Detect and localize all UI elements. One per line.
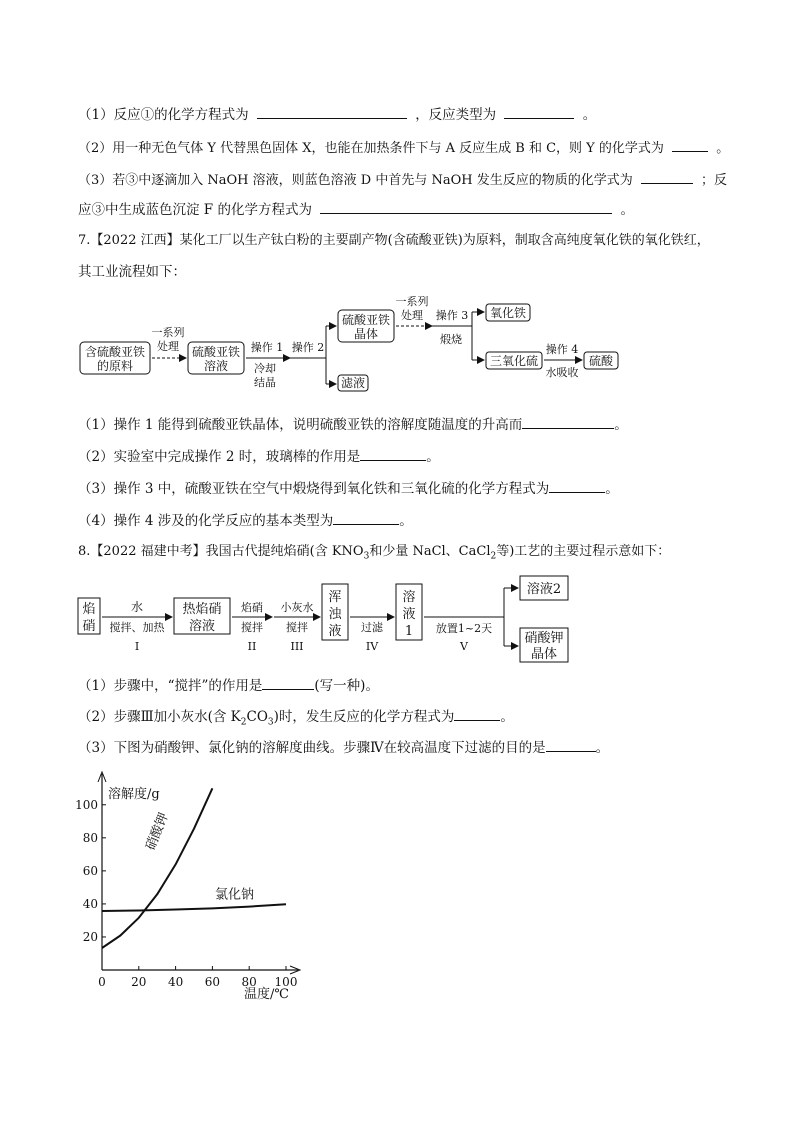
q7-part2: （2）实验室中完成操作 2 时，玻璃棒的作用是 。 — [78, 446, 440, 467]
answer-blank[interactable] — [504, 104, 574, 119]
answer-blank[interactable] — [454, 706, 500, 721]
q6-part3: （3）若③中逐滴加入 NaOH 溶液，则蓝色溶液 D 中首先与 NaOH 发生反应的物质的化学式为 ；反 — [78, 169, 727, 191]
solubility-chart — [70, 770, 320, 1005]
flow-box-saltpeter-line2: 硝 — [82, 619, 96, 634]
flow-box-hot-solution-line1: 热焰硝 — [182, 602, 222, 617]
flow-box-kno3-line2: 晶体 — [530, 647, 558, 662]
q8-header: 8.【2022 福建中考】我国古代提纯焰硝(含 $KNO_3$和少量 NaCl、CaCl$_2$等)工艺的主要过程示意如下： — [78, 544, 671, 562]
flow-w1b: 搅拌、加热 — [109, 621, 165, 634]
flow-box-saltpeter-line1: 焰 — [82, 602, 96, 617]
flow-r1: I — [134, 640, 140, 653]
q8-part2: （2）步骤Ⅲ加小灰水(含 $K_2CO_3$)时，发生反应的化学方程式为 。 — [78, 706, 514, 733]
series-label-kno3: 硝酸钾 — [143, 810, 172, 853]
flow-r5: V — [460, 640, 468, 653]
flow-arrow3-label1: 一系列 — [395, 296, 429, 308]
answer-blank[interactable] — [333, 510, 399, 525]
flow-box-raw-material-line1: 含硫酸亚铁 — [84, 345, 146, 359]
flow-box-solution1-line3: 1 — [404, 624, 414, 639]
flow-box-ferrous-crystal-line1: 硫酸亚铁 — [341, 313, 391, 327]
y-tick-label: 20 — [82, 929, 98, 944]
flow-box-ferrous-solution-line2: 溶液 — [203, 359, 229, 373]
flow-r2: II — [247, 640, 257, 653]
flow-box-ferrous-crystal-line2: 晶体 — [353, 327, 379, 341]
x-tick-label: 0 — [98, 975, 106, 989]
flow-w3b: 搅拌 — [286, 621, 308, 634]
answer-blank[interactable] — [546, 737, 596, 752]
flow-op2-label: 操作 2 — [291, 341, 325, 354]
flow-op1-label: 操作 1 — [250, 341, 284, 354]
x-axis-label: 温度/℃ — [244, 987, 289, 1002]
flow-w4: 过滤 — [361, 621, 383, 634]
flow-box-turbid-line1: 浑 — [328, 590, 342, 605]
answer-blank[interactable] — [641, 169, 693, 184]
x-tick-label: 40 — [167, 975, 184, 989]
flow-r3: III — [290, 640, 304, 653]
flow-box-sulfuric-acid-label: 硫酸 — [588, 354, 614, 368]
flow-w1: 水 — [130, 600, 144, 614]
answer-blank[interactable] — [262, 675, 314, 690]
x-tick-label: 20 — [131, 975, 147, 989]
flow-box-solution2-label: 溶液2 — [526, 582, 562, 597]
flow-box-filtrate-label: 滤液 — [340, 376, 366, 390]
flow-box-kno3-line1: 硝酸钾 — [524, 631, 564, 646]
y-tick-label: 40 — [82, 896, 98, 911]
q8-flow-diagram — [72, 570, 582, 666]
flow-box-solution1-line2: 液 — [402, 607, 416, 622]
flow-w3: 小灰水 — [280, 601, 314, 614]
flow-op3-below: 煅烧 — [440, 333, 462, 346]
answer-blank[interactable] — [257, 104, 407, 119]
flow-op1-below2: 结晶 — [254, 376, 276, 389]
flow-box-turbid-line3: 液 — [328, 624, 342, 639]
y-tick-label: 60 — [82, 863, 98, 878]
q7-header: 7.【2022 江西】某化工厂以生产钛白粉的主要副产物(含硫酸亚铁)为原料，制取含高纯度氧化铁的氧化铁红， — [78, 233, 710, 248]
q6-part1: （1）反应①的化学方程式为 ，反应类型为 。 — [78, 104, 596, 125]
flow-box-hot-solution-line2: 溶液 — [188, 619, 216, 634]
x-tick-label: 80 — [241, 975, 257, 989]
flow-op4-below: 水吸收 — [545, 366, 579, 379]
q6-part3-cont: 应③中生成蓝色沉淀 F 的化学方程式为 。 — [78, 199, 634, 220]
flow-arrow3-label2: 处理 — [401, 309, 423, 322]
y-tick-label: 80 — [82, 830, 98, 845]
answer-blank[interactable] — [360, 446, 426, 461]
q8-part1: （1）步骤中，“搅拌”的作用是 (写一种)。 — [78, 675, 379, 696]
q7-flow-diagram — [72, 296, 632, 400]
flow-op3-label: 操作 3 — [435, 309, 469, 322]
series-label-nacl: 氯化钠 — [214, 887, 254, 903]
answer-blank[interactable] — [672, 137, 708, 152]
answer-blank[interactable] — [522, 414, 614, 429]
q7-part3: （3）操作 3 中，硫酸亚铁在空气中煅烧得到氧化铁和三氧化硫的化学方程式为 。 — [78, 478, 619, 499]
flow-box-iron-oxide-label: 氧化铁 — [489, 306, 527, 320]
answer-blank[interactable] — [320, 199, 612, 214]
q6-part2: （2）用一种无色气体 Y 代替黑色固体 X，也能在加热条件下与 A 反应生成 B 和 C，则 Y 的化学式为 。 — [78, 137, 729, 159]
flow-w2: 焰硝 — [241, 601, 263, 614]
flow-box-turbid-line2: 浊 — [328, 607, 342, 622]
y-tick-label: 100 — [75, 797, 98, 812]
flow-op1-below1: 冷却 — [254, 362, 276, 375]
series-line-nacl — [102, 904, 286, 911]
x-tick-label: 100 — [274, 975, 298, 989]
q8-part3: （3）下图为硝酸钾、氯化钠的溶解度曲线。步骤Ⅳ在较高温度下过滤的目的是 。 — [78, 737, 609, 758]
answer-blank[interactable] — [549, 478, 605, 493]
flow-box-solution1-line1: 溶 — [402, 590, 416, 605]
flow-w2b: 搅拌 — [241, 621, 263, 634]
q7-header2: 其工业流程如下： — [78, 264, 186, 280]
flow-w5: 放置1~2天 — [435, 622, 493, 635]
x-tick-label: 60 — [204, 975, 221, 989]
flow-r4: IV — [365, 640, 379, 653]
flow-arrow1-label1: 一系列 — [151, 326, 185, 339]
y-axis-label: 溶解度/g — [108, 787, 160, 802]
flow-box-sulfur-trioxide-label: 三氧化硫 — [489, 354, 539, 368]
flow-box-ferrous-solution-line1: 硫酸亚铁 — [191, 345, 241, 359]
flow-op4-label: 操作 4 — [545, 343, 579, 356]
flow-arrow1-label2: 处理 — [157, 340, 179, 353]
q7-part4: （4）操作 4 涉及的化学反应的基本类型为 。 — [78, 510, 413, 531]
q7-part1: （1）操作 1 能得到硫酸亚铁晶体，说明硫酸亚铁的溶解度随温度的升高而 。 — [78, 414, 628, 435]
flow-box-raw-material-line2: 的原料 — [96, 359, 134, 373]
